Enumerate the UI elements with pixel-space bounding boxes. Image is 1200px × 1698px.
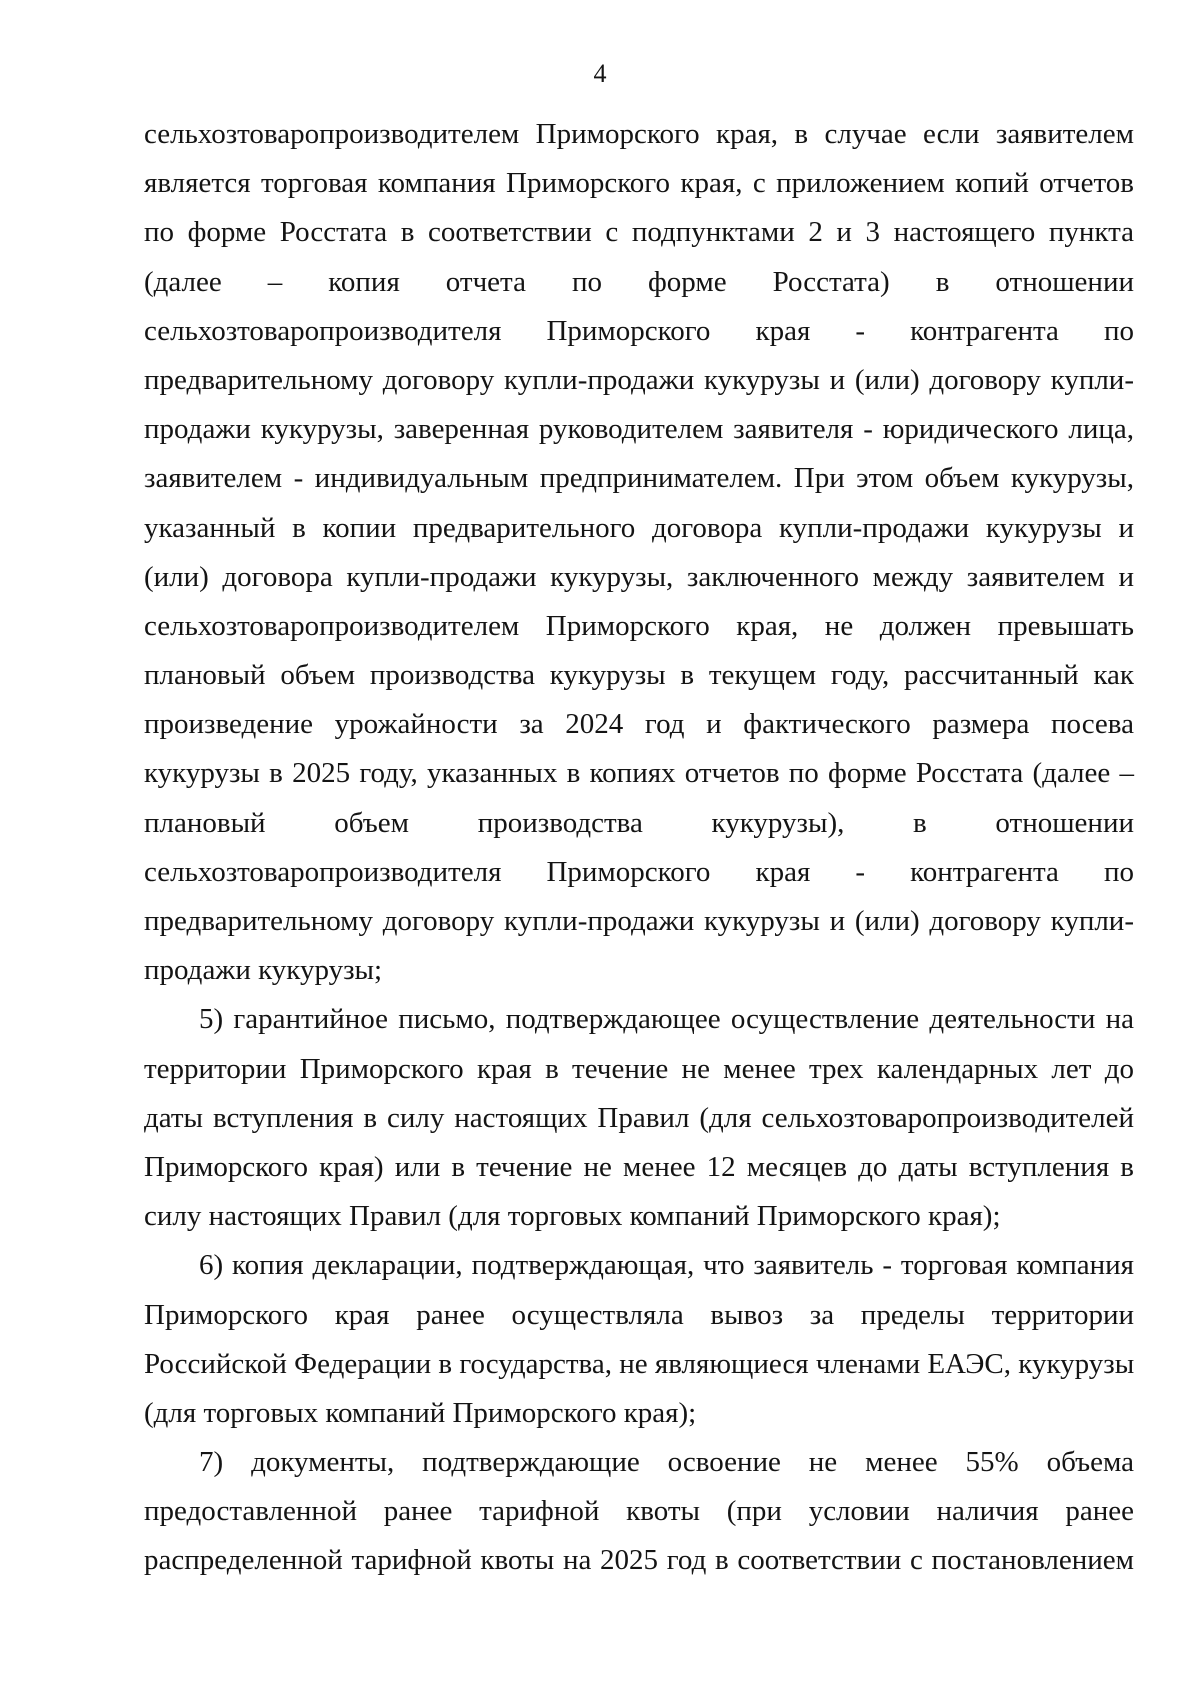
text-line: является торговая компания Приморского края, с приложением копий отчетов [144,167,1134,200]
page-number: 4 [593,59,607,88]
text-line: продажи кукурузы, заверенная руководителем заявителя - юридического лица, [144,413,1134,446]
text-line: 5) гарантийное письмо, подтверждающее осуществление деятельности на [199,1003,1134,1036]
text-line: Российской Федерации в государства, не являющиеся членами ЕАЭС, кукурузы [144,1347,1135,1380]
paragraph-p7 [144,1438,1134,1586]
text-line: 6) копия декларации, подтверждающая, что заявитель - торговая компания [199,1249,1134,1282]
text-line: Приморского края ранее осуществляла вывоз за пределы территории [144,1298,1134,1331]
text-line: заявителем - индивидуальным предпринимателем. При этом объем кукурузы, [144,462,1134,495]
text-line: указанный в копии предварительного договора купли-продажи кукурузы и [144,511,1134,544]
text-line: плановый объем производства кукурузы в текущем году, рассчитанный как [144,659,1134,692]
text-line: сельхозтоваропроизводителем Приморского края, не должен превышать [144,609,1134,642]
text-line: сельхозтоваропроизводителем Приморского края, в случае если заявителем [144,118,1134,150]
text-line: (далее – копия отчета по форме Росстата) в отношении [144,265,1134,298]
paragraph-p1 [144,110,1134,995]
paragraph-p6 [144,1241,1134,1438]
text-line: по форме Росстата в соответствии с подпунктами 2 и 3 настоящего пункта [144,216,1134,249]
text-line: сельхозтоваропроизводителя Приморского края - контрагента по [144,855,1134,888]
text-line: предварительному договору купли-продажи кукурузы и (или) договору купли- [144,905,1134,937]
text-line: плановый объем производства кукурузы), в отношении [144,806,1134,839]
text-line: Приморского края) или в течение не менее 12 месяцев до даты вступления в [144,1150,1134,1183]
text-line: распределенной тарифной квоты на 2025 год в соответствии с постановлением [144,1544,1134,1577]
paragraph-p5 [144,995,1134,1241]
document-body [144,110,1134,1586]
text-line: силу настоящих Правил (для торговых компаний Приморского края); [144,1200,1001,1233]
text-line: предоставленной ранее тарифной квоты (при условии наличия ранее [144,1495,1134,1528]
text-line: даты вступления в силу настоящих Правил (для сельхозтоваропроизводителей [144,1101,1134,1134]
text-line: 7) документы, подтверждающие освоение не менее 55% объема [199,1446,1134,1479]
text-line: территории Приморского края в течение не менее трех календарных лет до [144,1052,1134,1085]
text-line: продажи кукурузы; [144,954,383,987]
text-line: сельхозтоваропроизводителя Приморского края - контрагента по [144,314,1134,347]
text-line: (или) договора купли-продажи кукурузы, заключенного между заявителем и [144,560,1134,593]
text-line: (для торговых компаний Приморского края); [144,1396,697,1429]
text-line: предварительному договору купли-продажи кукурузы и (или) договору купли- [144,363,1134,396]
text-line: произведение урожайности за 2024 год и фактического размера посева [144,708,1134,741]
text-line: кукурузы в 2025 году, указанных в копиях отчетов по форме Росстата (далее – [144,757,1134,790]
